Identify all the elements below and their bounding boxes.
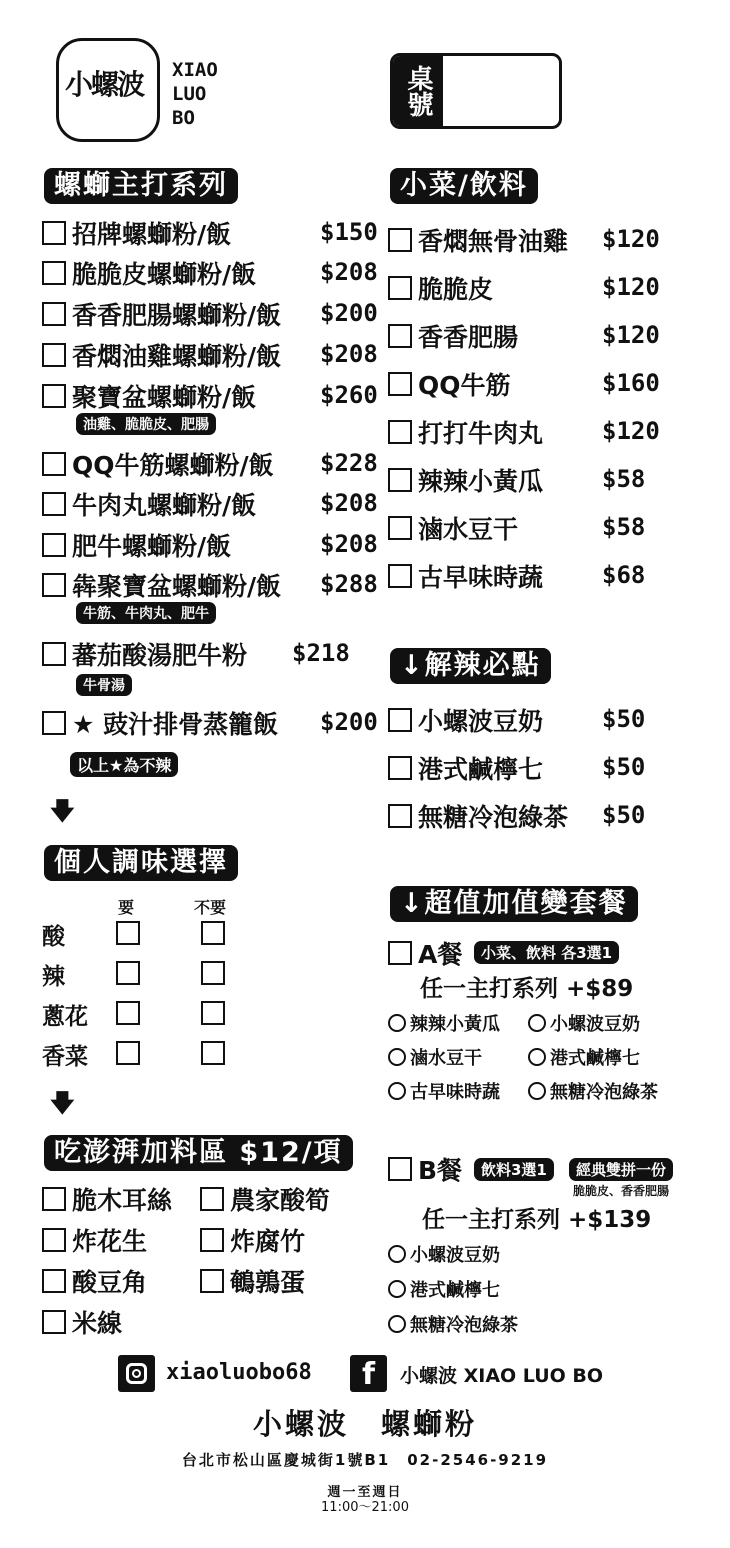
- radio[interactable]: [388, 1280, 406, 1298]
- option-label: 無糖冷泡綠茶: [410, 1315, 518, 1336]
- item-name: 香燜無骨油雞: [418, 227, 569, 256]
- item-name: 脆脆皮: [418, 275, 494, 304]
- item-name: 犇聚寶盆螺螄粉/飯: [72, 572, 282, 601]
- item-name: 聚寶盆螺螄粉/飯: [72, 383, 257, 412]
- combo-b-option[interactable]: [388, 1311, 518, 1337]
- brand-line: XIAO: [172, 59, 218, 81]
- item-name: 牛肉丸螺螄粉/飯: [72, 491, 257, 520]
- side-item[interactable]: [388, 511, 518, 545]
- menu-item[interactable]: [42, 637, 247, 671]
- not-spicy-note: 以上★為不辣: [70, 752, 178, 777]
- radio[interactable]: [388, 1315, 406, 1333]
- want-checkbox[interactable]: [116, 1001, 140, 1025]
- topping-item[interactable]: [200, 1223, 305, 1257]
- checkbox[interactable]: [388, 372, 412, 396]
- checkbox[interactable]: [42, 221, 66, 245]
- item-price: $208: [320, 258, 378, 286]
- instagram-icon: [118, 1355, 155, 1392]
- item-name: 打打牛肉丸: [418, 419, 544, 448]
- item-price: $58: [602, 465, 646, 493]
- main-series-header: 螺螄主打系列: [44, 168, 238, 204]
- want-checkbox[interactable]: [116, 1041, 140, 1065]
- item-name: 農家酸筍: [230, 1186, 331, 1215]
- item-name: 古早味時蔬: [418, 563, 544, 592]
- checkbox[interactable]: [42, 533, 66, 557]
- option-label: 古早味時蔬: [410, 1082, 500, 1103]
- menu-item[interactable]: [42, 338, 281, 372]
- item-name: 香燜油雞螺螄粉/飯: [72, 342, 282, 371]
- shop-name: 小螺波 螺螄粉: [252, 1407, 477, 1441]
- option-label: 港式鹹檸七: [550, 1048, 640, 1069]
- logo-text: 小螺波: [65, 68, 144, 101]
- menu-item[interactable]: [42, 568, 281, 602]
- combo-b-label: B餐: [418, 1156, 463, 1185]
- checkbox[interactable]: [42, 711, 66, 735]
- brand-name: [172, 58, 218, 130]
- checkbox[interactable]: [388, 941, 412, 965]
- topping-item[interactable]: [42, 1223, 147, 1257]
- combo-a-option[interactable]: [388, 1010, 500, 1036]
- seasoning-header: 個人調味選擇: [44, 845, 238, 881]
- topping-item[interactable]: [200, 1182, 330, 1216]
- table-number-box[interactable]: [390, 53, 562, 129]
- item-name: 炸腐竹: [230, 1227, 306, 1256]
- item-price: $150: [320, 218, 378, 246]
- item-name: 小螺波豆奶: [418, 707, 544, 736]
- toppings-header: 吃澎湃加料區 $12/項: [44, 1135, 353, 1171]
- side-item[interactable]: [388, 415, 543, 449]
- item-name: 蕃茄酸湯肥牛粉: [72, 641, 248, 670]
- checkbox[interactable]: [388, 420, 412, 444]
- combo-b-checkbox[interactable]: [388, 1152, 462, 1186]
- instagram-handle[interactable]: xiaoluobo68: [166, 1360, 312, 1385]
- menu-item[interactable]: [42, 487, 256, 521]
- col-yes: 要: [118, 898, 135, 917]
- checkbox[interactable]: [42, 1269, 66, 1293]
- checkbox[interactable]: [42, 492, 66, 516]
- item-price: $50: [602, 801, 646, 829]
- checkbox[interactable]: [42, 343, 66, 367]
- radio[interactable]: [528, 1014, 546, 1032]
- checkbox[interactable]: [388, 324, 412, 348]
- drink-item[interactable]: [388, 799, 568, 833]
- checkbox[interactable]: [42, 642, 66, 666]
- combo-a-option[interactable]: [388, 1078, 500, 1104]
- combo-b-tag-drinks: 飲料3選1: [474, 1158, 554, 1181]
- combo-a-tag: 小菜、飲料 各3選1: [474, 941, 619, 964]
- combo-b-line: 任一主打系列 +$139: [422, 1207, 652, 1233]
- combo-b-tag-combo: 經典雙拼一份: [569, 1158, 673, 1181]
- item-price: $120: [602, 273, 660, 301]
- side-item[interactable]: [388, 271, 493, 305]
- item-name: 鵪鶉蛋: [230, 1268, 306, 1297]
- item-note: 牛筋、牛肉丸、肥牛: [76, 602, 216, 624]
- combo-a-option[interactable]: [528, 1044, 640, 1070]
- item-name: 脆木耳絲: [72, 1186, 173, 1215]
- item-name: QQ牛筋: [418, 371, 511, 400]
- topping-item[interactable]: [42, 1182, 172, 1216]
- address-phone: 台北市松山區慶城街1號B1 02-2546-9219: [181, 1451, 549, 1469]
- logo: [56, 38, 160, 142]
- item-price: $218: [292, 639, 350, 667]
- menu-item[interactable]: [42, 297, 281, 331]
- checkbox[interactable]: [42, 261, 66, 285]
- want-checkbox[interactable]: [116, 961, 140, 985]
- item-name: 辣辣小黃瓜: [418, 467, 544, 496]
- option-label: 辣辣小黃瓜: [410, 1014, 500, 1035]
- seasoning-label: 辣: [42, 964, 65, 990]
- side-item[interactable]: [388, 463, 543, 497]
- item-name: 肥牛螺螄粉/飯: [72, 532, 232, 561]
- side-item[interactable]: [388, 319, 518, 353]
- item-price: $288: [320, 570, 378, 598]
- table-number-label: 桌號: [393, 56, 443, 126]
- dont-want-checkbox[interactable]: [201, 1041, 225, 1065]
- arrow-down-icon: ↓: [400, 650, 425, 681]
- item-price: $208: [320, 340, 378, 368]
- item-name: ★ 豉汁排骨蒸籠飯: [72, 710, 279, 739]
- item-name: 香香肥腸: [418, 323, 519, 352]
- menu-item[interactable]: [42, 528, 231, 562]
- radio[interactable]: [528, 1048, 546, 1066]
- checkbox[interactable]: [200, 1187, 224, 1211]
- item-name: 炸花生: [72, 1227, 148, 1256]
- facebook-page[interactable]: 小螺波 XIAO LUO BO: [400, 1365, 604, 1387]
- radio[interactable]: [388, 1245, 406, 1263]
- radio[interactable]: [388, 1048, 406, 1066]
- checkbox[interactable]: [388, 228, 412, 252]
- item-price: $58: [602, 513, 646, 541]
- combo-title: 超值加值變套餐: [424, 888, 628, 919]
- checkbox[interactable]: [42, 384, 66, 408]
- option-label: 小螺波豆奶: [550, 1014, 640, 1035]
- seasoning-label: 蔥花: [42, 1004, 88, 1030]
- brand-line: BO: [172, 107, 195, 129]
- combo-a-option[interactable]: [388, 1044, 482, 1070]
- combo-a-option[interactable]: [528, 1078, 658, 1104]
- combo-b-option[interactable]: [388, 1276, 500, 1302]
- item-name: 香香肥腸螺螄粉/飯: [72, 301, 282, 330]
- want-checkbox[interactable]: [116, 921, 140, 945]
- checkbox[interactable]: [200, 1228, 224, 1252]
- checkbox[interactable]: [42, 1228, 66, 1252]
- item-price: $260: [320, 381, 378, 409]
- combo-b-tag-note: 脆脆皮、香香肥腸: [573, 1184, 670, 1198]
- option-label: 港式鹹檸七: [410, 1280, 500, 1301]
- spicy-relief-title: 解辣必點: [424, 650, 541, 681]
- side-item[interactable]: [388, 367, 511, 401]
- option-label: 滷水豆干: [410, 1048, 482, 1069]
- checkbox[interactable]: [388, 468, 412, 492]
- menu-item[interactable]: [42, 379, 256, 413]
- checkbox[interactable]: [388, 1157, 412, 1181]
- topping-item[interactable]: [200, 1264, 305, 1298]
- drink-item[interactable]: [388, 751, 543, 785]
- checkbox[interactable]: [42, 1310, 66, 1334]
- menu-item[interactable]: [42, 216, 231, 250]
- item-price: $208: [320, 489, 378, 517]
- item-price: $228: [320, 449, 378, 477]
- open-days: 週一至週日: [327, 1485, 403, 1500]
- topping-item[interactable]: [42, 1264, 147, 1298]
- checkbox[interactable]: [42, 1187, 66, 1211]
- item-name: 滷水豆干: [418, 515, 519, 544]
- checkbox[interactable]: [200, 1269, 224, 1293]
- item-price: $200: [320, 708, 378, 736]
- combo-a-line: 任一主打系列 +$89: [420, 976, 634, 1002]
- item-price: $120: [602, 321, 660, 349]
- seasoning-label: 香菜: [42, 1044, 88, 1070]
- radio[interactable]: [388, 1014, 406, 1032]
- checkbox[interactable]: [388, 804, 412, 828]
- side-item[interactable]: [388, 223, 568, 257]
- item-price: $160: [602, 369, 660, 397]
- checkbox[interactable]: [388, 564, 412, 588]
- combo-a-label: A餐: [418, 940, 463, 969]
- item-price: $50: [602, 753, 646, 781]
- arrow-down-icon: ↓: [400, 888, 425, 919]
- item-name: 港式鹹檸七: [418, 755, 544, 784]
- checkbox[interactable]: [42, 452, 66, 476]
- combo-a-option[interactable]: [528, 1010, 640, 1036]
- arrow-down-icon: 🡇: [50, 1089, 75, 1117]
- seasoning-label: 酸: [42, 924, 65, 950]
- checkbox[interactable]: [42, 573, 66, 597]
- item-price: $50: [602, 705, 646, 733]
- sides-header: 小菜/飲料: [390, 168, 538, 204]
- item-price: $68: [602, 561, 646, 589]
- item-name: 脆脆皮螺螄粉/飯: [72, 260, 257, 289]
- item-name: 無糖冷泡綠茶: [418, 803, 569, 832]
- item-name: QQ牛筋螺螄粉/飯: [72, 451, 274, 480]
- item-price: $200: [320, 299, 378, 327]
- open-hours: 11:00～21:00: [321, 1500, 409, 1515]
- radio[interactable]: [388, 1082, 406, 1100]
- item-name: 米線: [72, 1309, 123, 1338]
- checkbox[interactable]: [388, 516, 412, 540]
- checkbox[interactable]: [42, 302, 66, 326]
- item-note: 牛骨湯: [76, 674, 132, 696]
- brand-line: LUO: [172, 83, 207, 105]
- dont-want-checkbox[interactable]: [201, 921, 225, 945]
- item-name: 酸豆角: [72, 1268, 148, 1297]
- option-label: 無糖冷泡綠茶: [550, 1082, 658, 1103]
- item-price: $208: [320, 530, 378, 558]
- dont-want-checkbox[interactable]: [201, 961, 225, 985]
- menu-item[interactable]: [42, 256, 256, 290]
- topping-item[interactable]: [42, 1305, 122, 1339]
- item-price: $120: [602, 417, 660, 445]
- radio[interactable]: [528, 1082, 546, 1100]
- combo-a-checkbox[interactable]: [388, 936, 462, 970]
- col-no: 不要: [194, 898, 227, 917]
- menu-item[interactable]: [42, 447, 274, 481]
- side-item[interactable]: [388, 559, 543, 593]
- drink-item[interactable]: [388, 703, 543, 737]
- checkbox[interactable]: [388, 708, 412, 732]
- option-label: 小螺波豆奶: [410, 1245, 500, 1266]
- item-price: $120: [602, 225, 660, 253]
- spicy-relief-header: [390, 648, 551, 684]
- item-name: 招牌螺螄粉/飯: [72, 220, 232, 249]
- item-note: 油雞、脆脆皮、肥腸: [76, 413, 216, 435]
- combo-b-option[interactable]: [388, 1241, 500, 1267]
- menu-item[interactable]: [42, 706, 278, 740]
- checkbox[interactable]: [388, 276, 412, 300]
- arrow-down-icon: 🡇: [50, 797, 75, 825]
- checkbox[interactable]: [388, 756, 412, 780]
- dont-want-checkbox[interactable]: [201, 1001, 225, 1025]
- facebook-icon: f: [350, 1355, 387, 1392]
- combo-header: [390, 886, 638, 922]
